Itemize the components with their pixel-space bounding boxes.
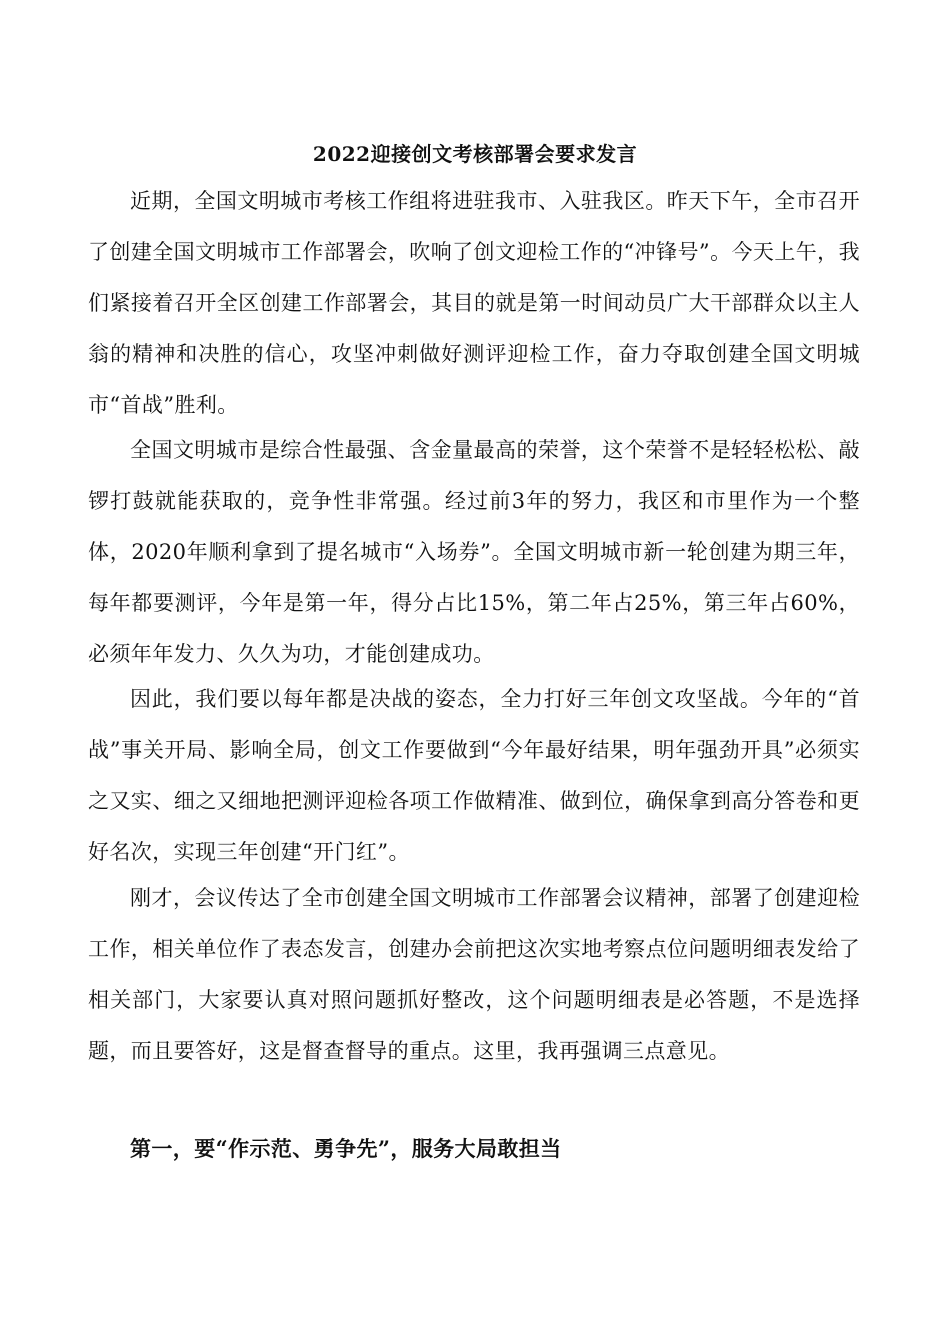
- paragraph-3: 因此，我们要以每年都是决战的姿态，全力打好三年创文攻坚战。今年的“首战”事关开局、影响全局，创文工作要做到“今年最好结果，明年强劲开具”必须实之又实、细之又细地把测评迎检各项工作做精准、做到位，确保拿到高分答卷和更好名次，实现三年创建“开门红”。: [88, 687, 860, 864]
- paragraph-4: 刚才，会议传达了全市创建全国文明城市工作部署会议精神，部署了创建迎检工作，相关单位作了表态发言，创建办会前把这次实地考察点位问题明细表发给了相关部门，大家要认真对照问题抓好整改，这个问题明细表是必答题，不是选择题，而且要答好，这是督查督导的重点。这里，我再强调三点意见。: [88, 886, 860, 1063]
- section-heading-1: 第一，要“作示范、勇争先”，服务大局敢担当: [130, 1136, 562, 1161]
- document-title: 2022迎接创文考核部署会要求发言: [312, 142, 638, 166]
- paragraph-2: 全国文明城市是综合性最强、含金量最高的荣誉，这个荣誉不是轻轻松松、敲锣打鼓就能获取的，竞争性非常强。经过前3年的努力，我区和市里作为一个整体，2020年顺利拿到了提名城市“入场券”。全国文明城市新一轮创建为期三年，每年都要测评，今年是第一年，得分占比15%，第二年占25%，第三年占60%，必须年年发力、久久为功，才能创建成功。: [88, 438, 860, 666]
- paragraph-1: 近期，全国文明城市考核工作组将进驻我市、入驻我区。昨天下午，全市召开了创建全国文明城市工作部署会，吹响了创文迎检工作的“冲锋号”。今天上午，我们紧接着召开全区创建工作部署会，其目的就是第一时间动员广大干部群众以主人翁的精神和决胜的信心，攻坚冲刺做好测评迎检工作，奋力夺取创建全国文明城市“首战”胜利。: [88, 189, 860, 417]
